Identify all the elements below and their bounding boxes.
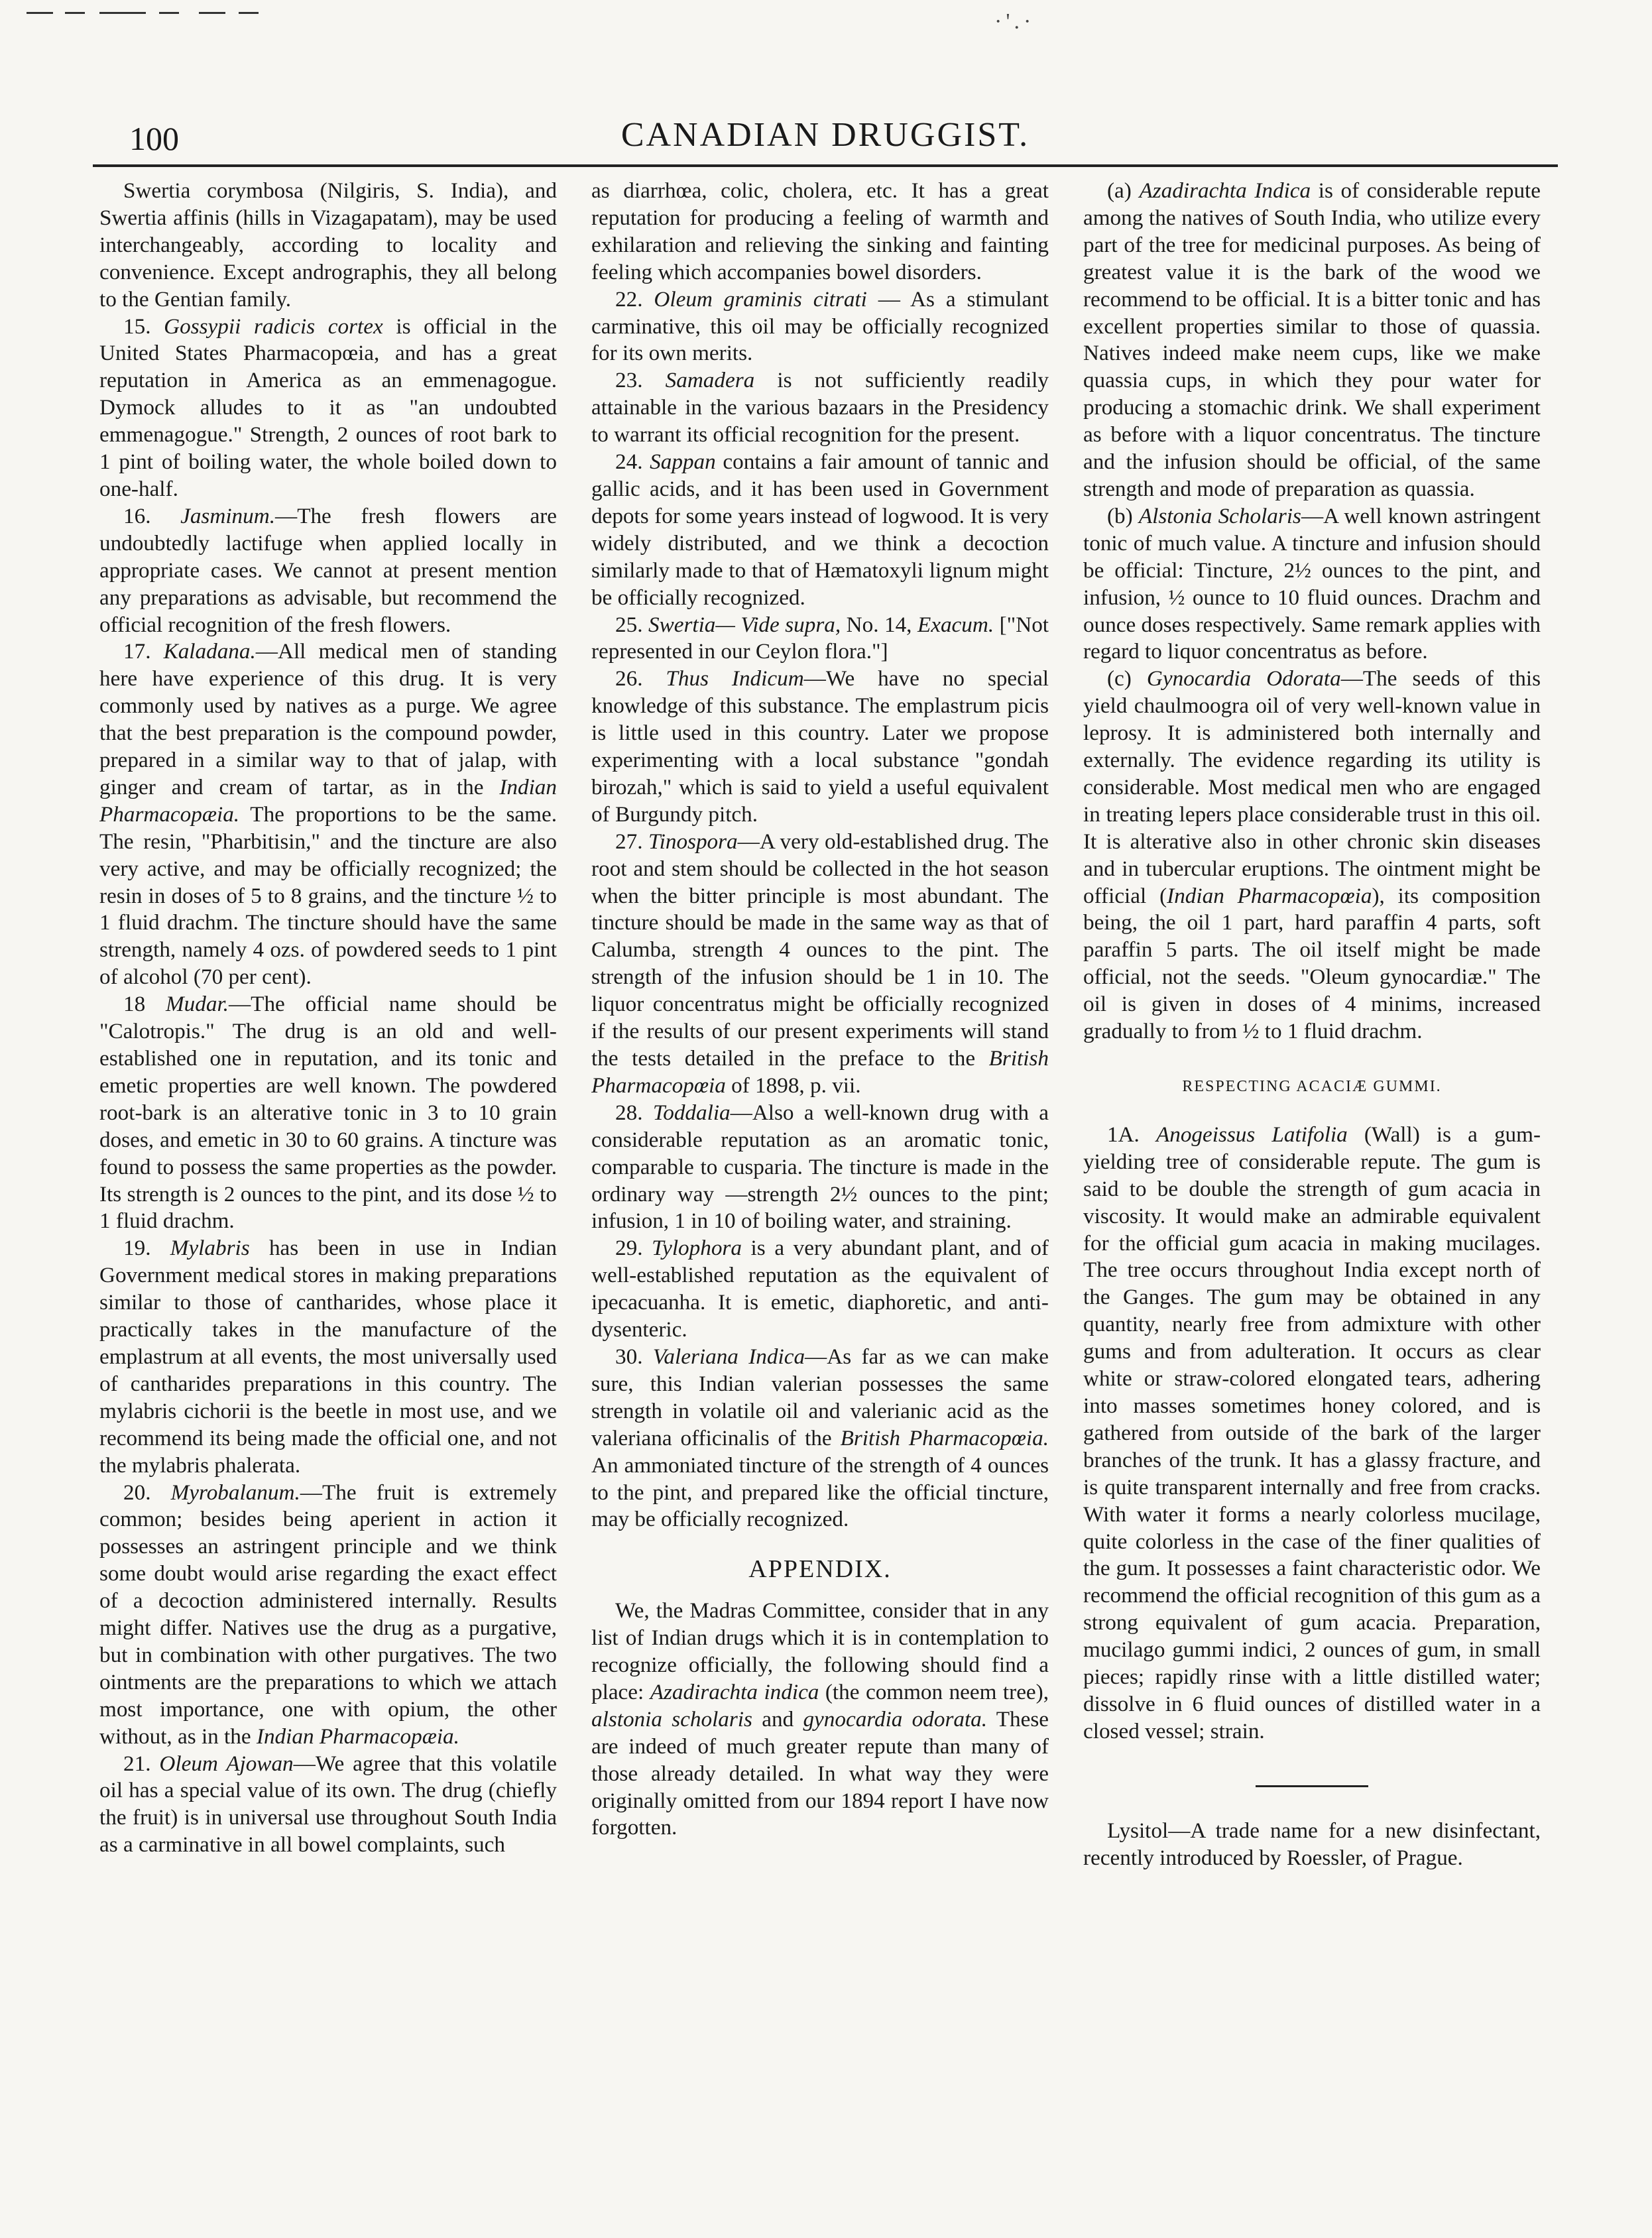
paragraph-28: 28. Toddalia—Also a well-known drug with a considerable reputation as an aromatic tonic, comparable to cusparia. The tincture is made in the ordinary way —strength 2½ ounces to the pint; infusion, 1 in 10 of boiling water, and straining. [591, 1100, 1049, 1234]
paragraph-a: (a) Azadirachta Indica is of considerable repute among the natives of South India, who utilize every part of the tree for medicinal purposes. As being of greatest value it is the bark of the wood we recommend to be official. It is a bitter tonic and has excellent properties similar to those of quassia. Natives indeed make neem cups, like we make quassia cups, in which they pour water for producing a stomachic drink. We shall experiment as before with a liquor concentratus. The tincture and the infusion should be official, of the same strength and mode of preparation as quassia. [1083, 178, 1541, 501]
appendix-paragraph: We, the Madras Committee, consider that in any list of Indian drugs which it is in contemplation to recognize officially, the following should find a place: Azadirachta indica (the common neem tree), alstonia scholaris and gynocardia odorata. These are indeed of much greater repute than many of those already detailed. In what way they were originally omitted from our 1894 report I have now forgotten. [591, 1598, 1049, 1840]
header-rule [93, 164, 1558, 167]
paragraph-19: 19. Mylabris has been in use in Indian Government medical stores in making preparations similar to those of cantharides, whose place it practically takes in the manufacture of the emplastrum at all events, the most universally used of cantharides preparations in this country. The mylabris cichorii is the beetle in most use, and we recommend its being made the official one, and not the mylabris phalerata. [99, 1236, 557, 1478]
paragraph-29: 29. Tylophora is a very abundant plant, and of well-established reputation as the equivalent of ipecacuanha. It is emetic, diaphoretic, and anti-dysenteric. [591, 1236, 1049, 1342]
paragraph-26: 26. Thus Indicum—We have no special knowledge of this substance. The emplastrum picis is little used in this country. Later we propose experimenting with a local substance "gondah birozah," which is said to yield a useful equivalent of Burgundy pitch. [591, 666, 1049, 827]
paragraph-20: 20. Myrobalanum.—The fruit is extremely common; besides being aperient in action it possesses an astringent principle and we think some doubt would arise regarding the exact effect of a decoction administered internally. Results might differ. Natives use the drug as a purgative, but in combination with other purgatives. The two ointments are the preparations to which we attach most importance, one with opium, the other without, as in the Indian Pharmacopæia. [99, 1480, 557, 1749]
paragraph-17: 17. Kaladana.—All medical men of standing here have experience of this drug. It is very commonly used by natives as a purge. We agree that the best preparation is the compound powder, prepared in a similar way to that of jalap, with ginger and cream of tartar, as in the Indian Pharmacopæia. The proportions to be the same. The resin, "Pharbitisin," and the tincture are also very active, and may be officially recognized; the resin in doses of 5 to 8 grains, and the tincture ½ to 1 fluid drachm. The tincture should have the same strength, namely 4 ozs. of powdered seeds to 1 pint of alcohol (70 per cent). [99, 639, 557, 990]
appendix-heading: APPENDIX. [748, 1555, 892, 1584]
column-3 [1083, 178, 1541, 2193]
paragraph-21: 21. Oleum Ajowan—We agree that this volatile oil has a special value of its own. The drug (chiefly the fruit) is in universal use throughout South India as a carminative in all bowel complaints, such [99, 1751, 557, 1857]
paragraph-25: 25. Swertia— Vide supra, No. 14, Exacum. ["Not represented in our Ceylon flora."] [591, 612, 1049, 664]
paragraph-b: (b) Alstonia Scholaris—A well known astringent tonic of much value. A tincture and infusion should be official: Tincture, 2½ ounces to the pint, and infusion, ½ ounce to 10 fluid ounces. Drachm and ounce doses respectively. Same remark applies with regard to liquor concentratus as before. [1083, 503, 1541, 664]
running-title: CANADIAN DRUGGIST. [620, 116, 1030, 154]
ink-blot: ·'.· [994, 9, 1035, 34]
paragraph-24: 24. Sappan contains a fair amount of tannic and gallic acids, and it has been used in Government depots for some years instead of logwood. It is very widely distributed, and we think a decoction similarly made to that of Hæmatoxyli lignum might be officially recognized. [591, 449, 1049, 610]
section-divider [1256, 1785, 1368, 1787]
lysitol-note: Lysitol—A trade name for a new disinfectant, recently introduced by Roessler, of Prague. [1083, 1818, 1541, 1870]
paragraph: Swertia corymbosa (Nilgiris, S. India), and Swertia affinis (hills in Vizagapatam), may be used interchangeably, according to locality and convenience. Except andrographis, they all belong to the Gentian family. [99, 178, 557, 312]
paragraph-16: 16. Jasminum.—The fresh flowers are undoubtedly lactifuge when applied locally in appropriate cases. We cannot at present mention any preparations as advisable, but recommend the official recognition of the fresh flowers. [99, 503, 557, 637]
paragraph-18: 18 Mudar.—The official name should be "Calotropis." The drug is an old and well-established one in reputation, and its tonic and emetic properties are well known. The powdered root-bark is an alterative tonic in 3 to 10 grain doses, and emetic in 30 to 60 grains. A tincture was found to possess the same properties as the powder. Its strength is 2 ounces to the pint, and its dose ½ to 1 fluid drachm. [99, 992, 557, 1234]
column-1 [99, 178, 557, 2193]
paragraph-30: 30. Valeriana Indica—As far as we can make sure, this Indian valerian possesses the same strength in volatile oil and valerianic acid as the valeriana officinalis of the British Pharmacopœia. An ammoniated tincture of the strength of 4 ounces to the pint, and prepared like the official tincture, may be officially recognized. [591, 1344, 1049, 1532]
scan-margin-marks [27, 7, 278, 20]
article-body [99, 178, 1551, 2193]
paragraph-1a: 1A. Anogeissus Latifolia (Wall) is a gum-yielding tree of considerable repute. The gum is said to be double the strength of gum acacia in viscosity. It would make an admirable equivalent for the official gum acacia in making mucilages. The tree occurs throughout India except north of the Ganges. The gum may be obtained in any quantity, nearly free from admixture with other gums and from adulteration. It occurs as clear white or straw-colored elongated tears, adhering into masses sometimes honey colored, and is gathered from outside of the bark of the larger branches of the trunk. It has a glassy fracture, and is quite transparent internally and free from cracks. With water it forms a nearly colorless mucilage, quite colorless in the case of the finer qualities of the gum. It possesses a faint characteristic odor. We recommend the official recognition of this gum as a strong equivalent of gum acacia. Preparation, mucilago gummi indici, 2 ounces of gum, in small pieces; rapidly rinse with a little distilled water; dissolve in 6 fluid ounces of distilled water in a closed vessel; strain. [1083, 1122, 1541, 1743]
paragraph-c: (c) Gynocardia Odorata—The seeds of this yield chaulmoogra oil of very well-known value in leprosy. It is administered both internally and externally. The evidence regarding its utility is considerable. Most medical men who are engaged in treating lepers place considerable trust in this oil. It is alterative also in other chronic skin diseases and in tubercular eruptions. The ointment might be official (Indian Pharmacopœia), its composition being, the oil 1 part, hard paraffin 4 parts, soft paraffin 5 parts. The oil itself might be made official, not the seeds. "Oleum gynocardiæ." The oil is given in doses of 4 minims, increased gradually to from ½ to 1 fluid drachm. [1083, 666, 1541, 1044]
paragraph: as diarrhœa, colic, cholera, etc. It has a great reputation for producing a feeling of warmth and exhilaration and relieving the sinking and fainting feeling which accompanies bowel disorders. [591, 178, 1049, 284]
paragraph-22: 22. Oleum graminis citrati — As a stimulant carminative, this oil may be officially recognized for its own merits. [591, 286, 1049, 366]
paragraph-27: 27. Tinospora—A very old-established drug. The root and stem should be collected in the hot season when the bitter principle is most abundant. The tincture should be made in the same way as that of Calumba, strength 4 ounces to the pint. The strength of the infusion should be 1 in 10. The liquor concentratus might be officially recognized if the results of our present experiments will stand the tests detailed in the preface to the British Pharmacopœia of 1898, p. vii. [591, 829, 1049, 1098]
paragraph-15: 15. Gossypii radicis cortex is official in the United States Pharmacopœia, and has a great reputation in America as an emmenagogue. Dymock alludes to it as "an undoubted emmenagogue." Strength, 2 ounces of root bark to 1 pint of boiling water, the whole boiled down to one-half. [99, 314, 557, 501]
section-heading: RESPECTING ACACIÆ GUMMI. [1182, 1078, 1442, 1095]
paragraph-23: 23. Samadera is not sufficiently readily attainable in the various bazaars in the Presidency to warrant its official recognition for the present. [591, 368, 1049, 447]
page-number: 100 [129, 120, 179, 157]
column-2 [591, 178, 1049, 2193]
page-header [93, 113, 1558, 172]
